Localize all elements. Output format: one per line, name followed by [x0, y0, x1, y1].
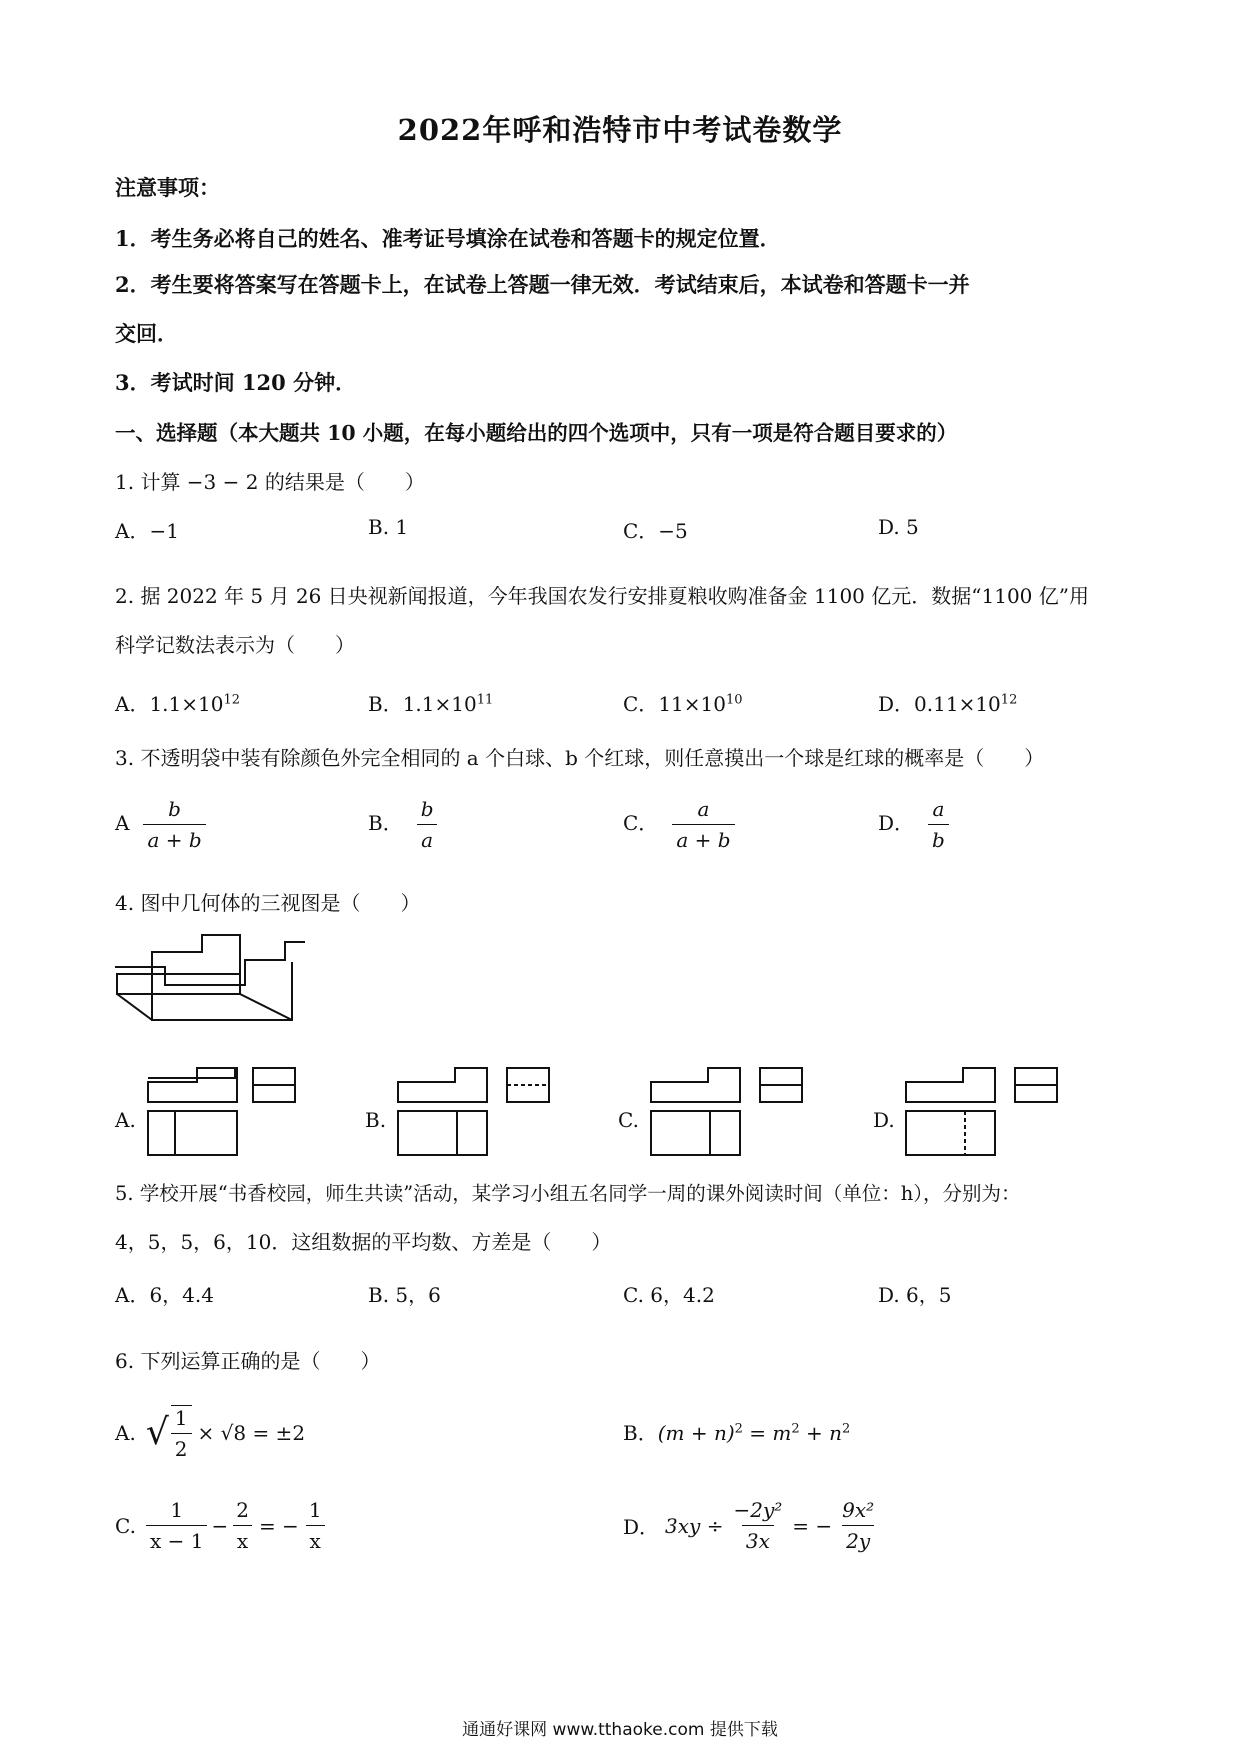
q1-option-b: B. 1 [368, 515, 409, 539]
q5-option-d: D. 6，5 [878, 1283, 952, 1307]
q3-option-d: D． $\frac{a}{b}$ [878, 797, 949, 852]
notice-item-2: 2．考生要将答案写在答题卡上，在试卷上答题一律无效．考试结束后，本试卷和答题卡一并 [115, 272, 970, 297]
q2-option-b: B．$1.1\times 10^{11}$ [368, 692, 494, 716]
q3-option-b: B． $\frac{b}{a}$ [368, 797, 438, 852]
q6-option-d: D． 3xy ÷ $\frac{\text{−2y²}}{3x}$ = − $\frac{\text{9x²}}{2y}$ [623, 1498, 875, 1553]
q5-option-c: C. 6，4.2 [623, 1283, 715, 1307]
notice-item-1: 1．考生务必将自己的姓名、准考证号填涂在试卷和答题卡的规定位置． [115, 226, 781, 251]
q4-option-b-label: B. [365, 1108, 387, 1132]
q5-stem-line2: 4，5，5，6，10．这组数据的平均数、方差是（ ） [115, 1230, 612, 1254]
footer-text: 通通好课网 www.tthaoke.com 提供下载 [462, 1720, 778, 1740]
q6-stem: 6. 下列运算正确的是（ ） [115, 1349, 381, 1373]
q4-solid-figure-outline [105, 930, 305, 1026]
q4-option-c-views [648, 1066, 808, 1158]
q1-option-a: A．−1 [115, 519, 179, 543]
notice-item-3: 3．考试时间 120 分钟． [115, 370, 357, 395]
q4-option-a-views [145, 1066, 300, 1158]
q5-stem-line1: 5. 学校开展“书香校园，师生共读”活动，某学习小组五名同学一周的课外阅读时间（单位：h），分别为： [115, 1182, 1021, 1205]
q3-option-c: C． $\frac{a}{a + b}$ [623, 797, 735, 852]
q2-option-a: A．$1.1\times 10^{12}$ [115, 692, 241, 716]
q6-option-b: B．$(m + n)^2 = m^2 + n^2$ [623, 1421, 851, 1445]
q3-stem: 3. 不透明袋中装有除颜色外完全相同的 a 个白球、b 个红球，则任意摸出一个球是红球的概率是（ ） [115, 746, 1045, 770]
q4-option-d-label: D. [873, 1108, 895, 1132]
notice-heading: 注意事项： [115, 175, 220, 200]
q2-option-d: D．$0.11\times 10^{12}$ [878, 692, 1018, 716]
q4-option-b-views [395, 1066, 555, 1158]
q6-option-c: C. $\frac{1}{x - 1}$ − $\frac{2}{x}$ = − $\frac{1}{x}$ [115, 1498, 326, 1553]
q4-option-a-label: A. [115, 1108, 136, 1132]
q6-option-a: A. √ $\frac{1}{2}$ × √8 = ±2 [115, 1406, 306, 1461]
notice-item-2-cont: 交回． [115, 321, 178, 346]
page-title: 2022年呼和浩特市中考试卷数学 [397, 113, 843, 147]
q4-option-d-views [903, 1066, 1063, 1158]
sqrt-sign-icon: √ [145, 1412, 169, 1453]
q5-option-b: B. 5，6 [368, 1283, 441, 1307]
q1-option-c: C．−5 [623, 519, 688, 543]
q4-stem: 4. 图中几何体的三视图是（ ） [115, 891, 421, 915]
q2-option-c: C．$11\times 10^{10}$ [623, 692, 743, 716]
q1-option-d: D. 5 [878, 515, 919, 539]
q4-option-c-label: C. [618, 1108, 639, 1132]
q5-option-a: A．6，4.4 [115, 1283, 214, 1307]
q1-stem: 1. 计算 −3 − 2 的结果是（ ） [115, 470, 425, 494]
q2-stem-line1: 2. 据 2022 年 5 月 26 日央视新闻报道，今年我国农发行安排夏粮收购准备金 1100 亿元．数据“1100 亿”用 [115, 584, 1089, 608]
q3-option-a: A $\frac{b}{a + b}$ [115, 797, 206, 852]
q2-stem-line2: 科学记数法表示为（ ） [115, 633, 355, 657]
section-heading: 一、选择题（本大题共 10 小题，在每小题给出的四个选项中，只有一项是符合题目要求的） [115, 421, 958, 445]
